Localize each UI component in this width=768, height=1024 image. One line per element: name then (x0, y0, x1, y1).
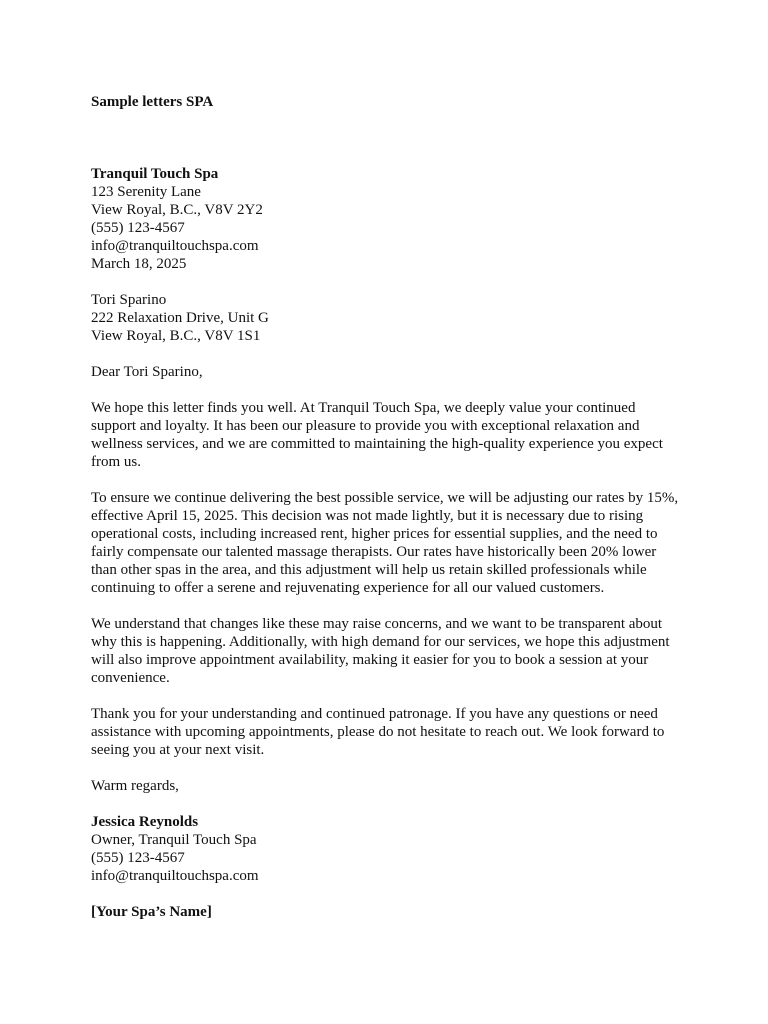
placeholder-block (91, 903, 681, 921)
signature-email: info@tranquiltouchspa.com (91, 868, 259, 884)
spa-name-placeholder: [Your Spa’s Name] (91, 904, 212, 920)
recipient-name: Tori Sparino (91, 292, 167, 308)
sender-address-line-1: 123 Serenity Lane (91, 184, 201, 200)
recipient-address-line-1: 222 Relaxation Drive, Unit G (91, 310, 269, 326)
sender-name: Tranquil Touch Spa (91, 166, 219, 182)
body-paragraph-4: Thank you for your understanding and continued patronage. If you have any questions or need assistance with upcoming appointments, please do not hesitate to reach out. We look forward to seeing you at your next visit. (91, 706, 665, 758)
body-paragraph-1: We hope this letter finds you well. At Tranquil Touch Spa, we deeply value your continued support and loyalty. It has been our pleasure to provide you with exceptional relaxation and wellness services, and we are committed to maintaining the high-quality experience you expect from us. (91, 400, 663, 470)
document-title: Sample letters SPA (91, 94, 214, 110)
letter-date: March 18, 2025 (91, 256, 187, 272)
closing-block (91, 777, 681, 795)
sender-email: info@tranquiltouchspa.com (91, 238, 259, 254)
sender-address-line-2: View Royal, B.C., V8V 2Y2 (91, 202, 263, 218)
letter-page (91, 93, 681, 921)
recipient-address-line-2: View Royal, B.C., V8V 1S1 (91, 328, 261, 344)
closing: Warm regards, (91, 778, 179, 794)
sender-phone: (555) 123-4567 (91, 220, 185, 236)
salutation-block (91, 363, 681, 381)
salutation: Dear Tori Sparino, (91, 364, 203, 380)
signature-block (91, 813, 681, 885)
signature-title: Owner, Tranquil Touch Spa (91, 832, 257, 848)
body-paragraph-2: To ensure we continue delivering the best possible service, we will be adjusting our rates by 15%, effective April 15, 2025. This decision was not made lightly, but it is necessary due to rising operational costs, including increased rent, higher prices for essential supplies, and the need to fairly compensate our talented massage therapists. Our rates have historically been 20% lower than other spas in the area, and this adjustment will help us retain skilled professionals while continuing to offer a serene and rejuvenating experience for all our valued customers. (91, 490, 679, 596)
signature-phone: (555) 123-4567 (91, 850, 185, 866)
body-paragraph-3: We understand that changes like these may raise concerns, and we want to be transparent about why this is happening. Additionally, with high demand for our services, we hope this adjustment will also improve appointment availability, making it easier for you to book a session at your convenience. (91, 616, 670, 686)
signature-name: Jessica Reynolds (91, 814, 199, 830)
sender-block (91, 165, 681, 273)
recipient-block (91, 291, 681, 345)
